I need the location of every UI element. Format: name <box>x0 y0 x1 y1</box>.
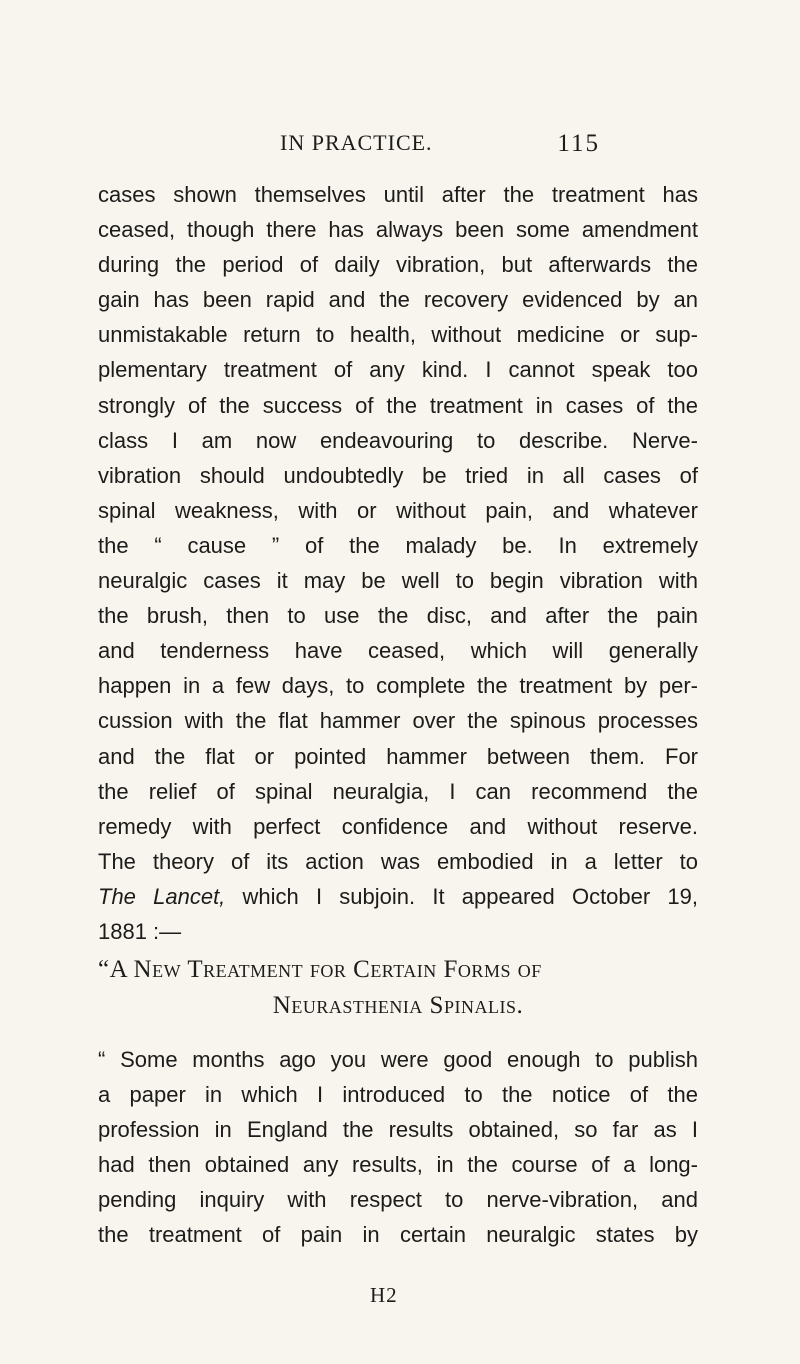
text-line: remedy with perfect confidence and without reserve. <box>98 813 698 839</box>
paragraph-1 <box>98 177 698 949</box>
text-line: a paper in which I introduced to the notice of the <box>98 1082 698 1108</box>
text-line: and tenderness have ceased, which will generally <box>98 638 698 664</box>
signature-mark: H2 <box>370 1283 398 1307</box>
text-line: cussion with the flat hammer over the spinous processes <box>98 708 698 734</box>
text-line: the “ cause ” of the malady be. In extremely <box>98 532 698 558</box>
text-line: the treatment of pain in certain neuralgic states by <box>98 1222 698 1248</box>
journal-title: The Lancet, <box>98 883 226 909</box>
text-line: unmistakable return to health, without medicine or sup- <box>98 322 698 348</box>
text-line: ceased, though there has always been some amendment <box>98 217 698 243</box>
text-line: during the period of daily vibration, but afterwards the <box>98 252 698 278</box>
text-line: plementary treatment of any kind. I cannot speak too <box>98 357 698 383</box>
text-line: and the flat or pointed hammer between them. For <box>98 743 698 769</box>
text-line: the brush, then to use the disc, and after the pain <box>98 603 698 629</box>
text-line: cases shown themselves until after the treatment has <box>98 182 698 207</box>
text-line: “ Some months ago you were good enough to publish <box>98 1047 698 1072</box>
page-number: 115 <box>557 130 600 157</box>
text-line: had then obtained any results, in the course of a long- <box>98 1152 698 1178</box>
text-line: strongly of the success of the treatment in cases of the <box>98 392 698 418</box>
text-line: class I am now endeavouring to describe. Nerve- <box>98 427 698 453</box>
running-head-title: IN PRACTICE. <box>280 130 433 155</box>
text-line: profession in England the results obtained, so far as I <box>98 1117 698 1143</box>
text-line: The theory of its action was embodied in a letter to <box>98 848 698 874</box>
running-head <box>280 130 600 166</box>
text-line: 1881 :— <box>98 918 182 944</box>
text-line-rest: which I subjoin. It appeared October 19, <box>225 883 699 909</box>
letter-heading <box>98 952 698 1024</box>
text-line: spinal weakness, with or without pain, and whatever <box>98 497 698 523</box>
letter-heading-line-1: “A New Treatment for Certain Forms of <box>98 956 542 983</box>
text-line: pending inquiry with respect to nerve-vibration, and <box>98 1187 698 1213</box>
paragraph-2 <box>98 1042 698 1253</box>
text-line: the relief of spinal neuralgia, I can recommend the <box>98 778 698 804</box>
text-line: vibration should undoubtedly be tried in all cases of <box>98 462 698 488</box>
text-line: gain has been rapid and the recovery evidenced by an <box>98 287 698 313</box>
text-line <box>98 879 698 914</box>
text-line: happen in a few days, to complete the treatment by per- <box>98 673 698 699</box>
letter-heading-line-2: Neurasthenia Spinalis. <box>272 992 524 1019</box>
text-line: neuralgic cases it may be well to begin vibration with <box>98 568 698 594</box>
